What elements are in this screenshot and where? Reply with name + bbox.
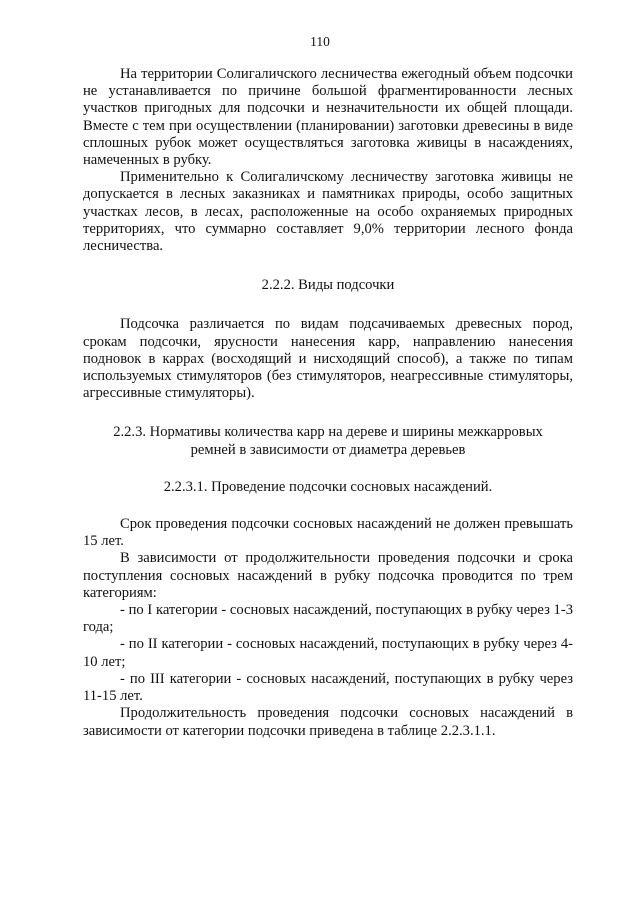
section-heading-2-2-2: 2.2.2. Виды подсочки (261, 277, 395, 294)
category-list-item: - по III категории - сосновых насаждений, поступающих в рубку через 11-15 лет. (83, 670, 573, 705)
intro-paragraph: На территории Солигаличского лесничества ежегодный объем подсочки не устанавливается по причине большой фрагментированности лесных участков пригодных для подсочки и незначительности их общей площади. Вместе с тем при осуществлении (планировании) заготовки древесины в виде сплошных рубок может осуществляться заготовка живицы в насаждениях, намеченных в рубку. (83, 66, 573, 169)
page-number: 110 (310, 34, 330, 49)
section-heading-2-2-3-line2: ремней в зависимости от диаметра деревьев (190, 441, 466, 458)
section-2-2-3-1-paragraph: Срок проведения подсочки сосновых насаждений не должен превышать 15 лет. (83, 516, 573, 550)
page-content (83, 66, 573, 740)
section-heading-2-2-3-line1: 2.2.3. Нормативы количества карр на дереве и ширины межкарровых (113, 424, 543, 441)
intro-paragraph: Применительно к Солигаличскому лесничеству заготовка живицы не допускается в лесных заказниках и памятниках природы, особо защитных участках лесов, в лесах, расположенные на особо охраняемых природных территориях, что суммарно составляет 9,0% территории лесного фонда лесничества. (83, 169, 573, 255)
section-2-2-3-1-paragraph: В зависимости от продолжительности проведения подсочки и срока поступления сосновых насаждений в рубку подсочка проводится по трем категориям: (83, 550, 573, 601)
category-list-item: - по I категории - сосновых насаждений, поступающих в рубку через 1-3 года; (83, 602, 573, 636)
section-heading-2-2-3-1: 2.2.3.1. Проведение подсочки сосновых насаждений. (163, 478, 493, 495)
category-list-item: - по II категории - сосновых насаждений, поступающих в рубку через 4-10 лет; (83, 636, 573, 670)
section-2-2-2-paragraph: Подсочка различается по видам подсачиваемых древесных пород, срокам подсочки, ярусности нанесения карр, направлению нанесения подновок в каррах (восходящий и нисходящий способ), а также по типам используемых стимуляторов (без стимуляторов, неагрессивные стимуляторы, агрессивные стимуляторы). (83, 316, 573, 402)
section-heading-2-2-3 (83, 424, 573, 458)
section-2-2-3-1-paragraph: Продолжительность проведения подсочки сосновых насаждений в зависимости от категории подсочки приведена в таблице 2.2.3.1.1. (83, 705, 573, 739)
